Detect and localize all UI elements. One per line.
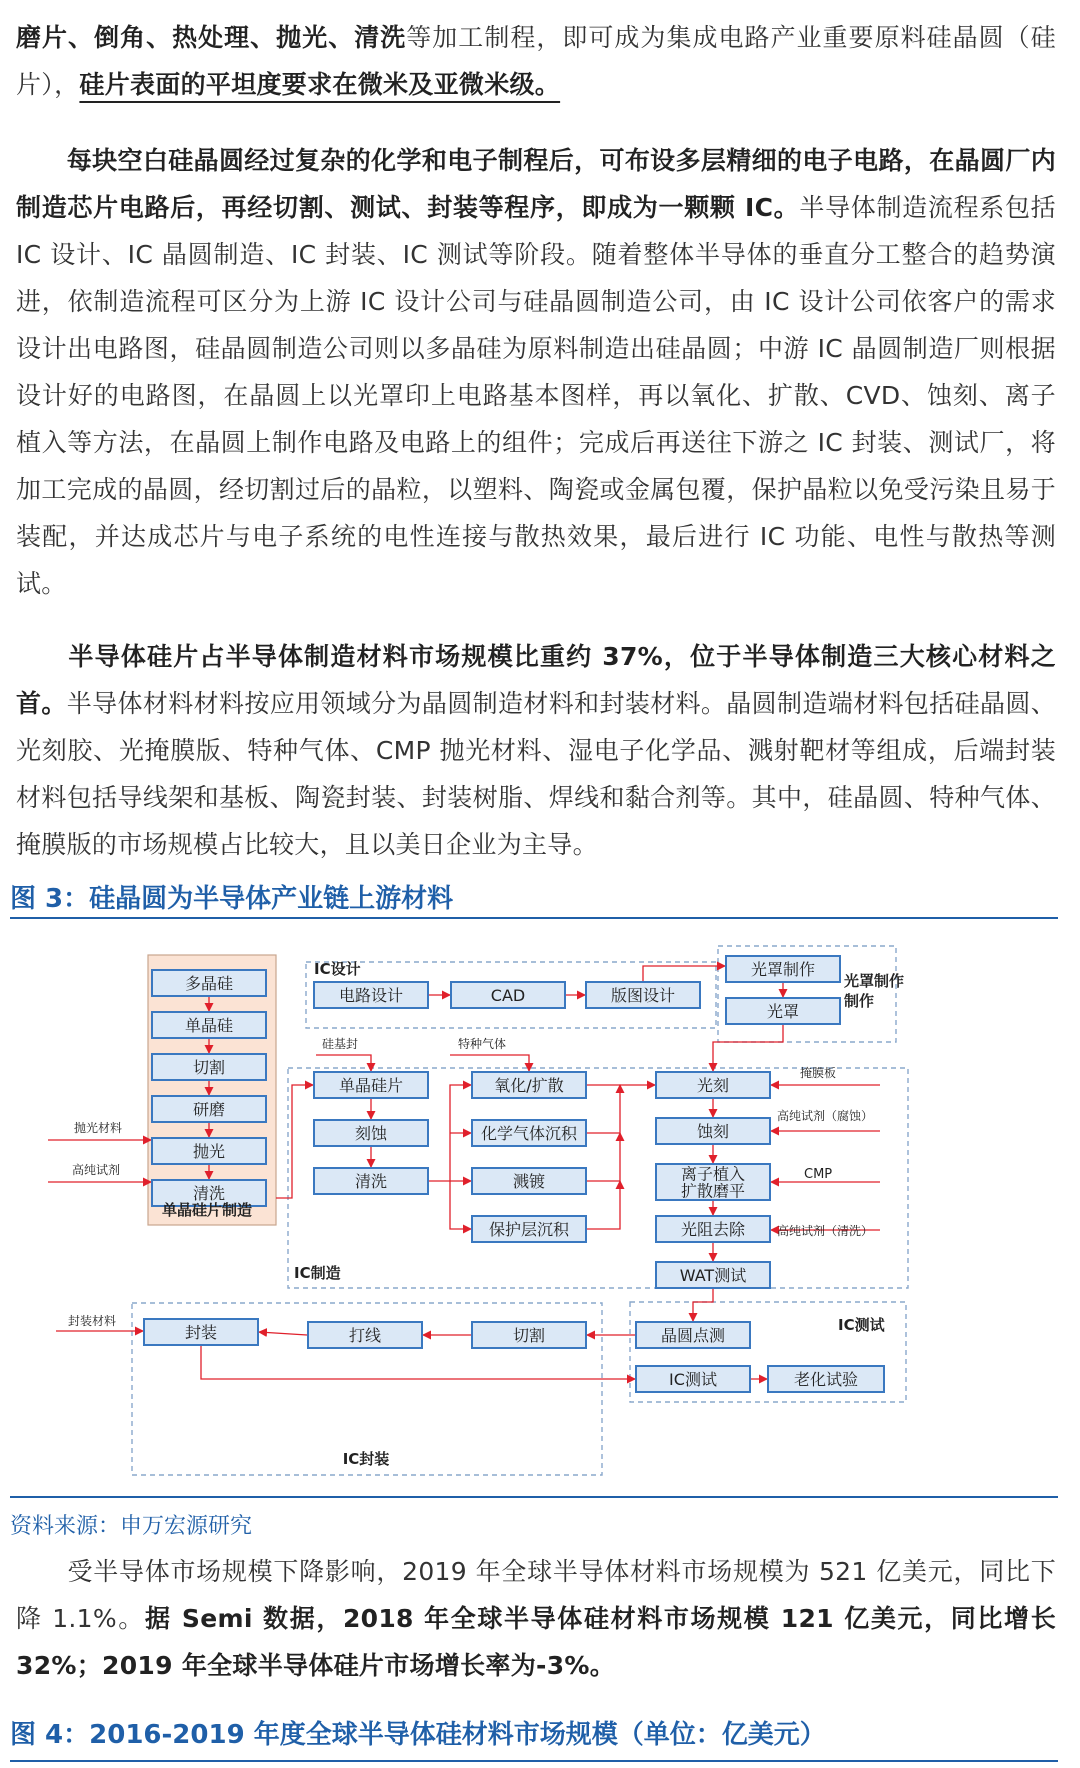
figure-4-top-rule <box>10 1760 1058 1762</box>
input-label-mask-plate: 掩膜板 <box>800 1066 837 1080</box>
figure-4-title: 图 4：2016-2019 年度全球半导体硅材料市场规模（单位：亿美元） <box>10 1720 826 1750</box>
input-label-reagent-clean: 高纯试剂（清洗） <box>777 1224 874 1238</box>
box-circuit-design-label: 电路设计 <box>338 986 404 1005</box>
text-segment: 半导体制造流程系包括 IC 设计、IC 晶圆制造、IC 封装、IC 测试等阶段。随着整体半导体的垂直分工整合的趋势演进，依制造流程可区分为上游 IC 设计公司与硅晶圆制造公司，由 IC 设计公司依客户的需求设计出电路图，硅晶圆制造公司则以多晶硅为原料制造出硅晶圆；中游 IC 晶圆制造厂则根据设计好的电路图，在晶圆上以光罩印上电路基本图样，再以氧化、扩散、CVD、蚀刻、离子植入等方法，在晶圆上制作电路及电路上的组件；完成后再送往下游之 IC 封装、测试厂，将加工完成的晶圆，经切割过后的晶粒，以塑料、陶瓷或金属包覆，保护晶粒以免受污染且易于装配，并达成芯片与电子系统的电性连接与散热效果，最后进行 IC 功能、电性与散热等测试。 <box>16 193 1056 598</box>
box-passivation-label: 保护层沉积 <box>488 1220 570 1239</box>
text-segment: 据 Semi 数据，2018 年全球半导体硅材料市场规模 121 亿美元，同比增长 32%；2019 年全球半导体硅片市场增长率为-3%。 <box>16 1604 1057 1680</box>
box-burn-in-label: 老化试验 <box>793 1370 859 1389</box>
box-polysilicon-label: 多晶硅 <box>184 974 234 993</box>
box-slicing-label: 切割 <box>192 1058 226 1077</box>
arrow-sputter-to-litho <box>586 1133 620 1181</box>
paragraph-4 <box>16 1548 1056 1689</box>
arrow-cvd-to-litho <box>586 1085 620 1133</box>
box-sputter-label: 溅镀 <box>512 1172 546 1191</box>
arrow-wat-to-probe <box>693 1288 713 1321</box>
input-label-polish-material: 抛光材料 <box>74 1121 123 1135</box>
text-segment: 半导体硅片占半导体制造材料市场规模比重约 37%，位于半导体制造三大核心材料之首。 <box>16 642 1056 718</box>
arrow-pass-to-litho <box>586 1181 620 1229</box>
box-layout-design-label: 版图设计 <box>610 986 676 1005</box>
box-wafer-probe-label: 晶圆点测 <box>660 1326 726 1345</box>
figure-3-source: 资料来源：申万宏源研究 <box>10 1514 253 1539</box>
input-label-reagent-etch: 高纯试剂（腐蚀） <box>777 1109 874 1123</box>
text-segment: 半导体材料材料按应用领域分为晶圆制造材料和封装材料。晶圆制造端材料包括硅晶圆、光刻胶、光掩膜版、特种气体、CMP 抛光材料、湿电子化学品、溅射靶材等组成，后端封装材料包括导线架和基板、陶瓷封装、封装树脂、焊线和黏合剂等。其中，硅晶圆、特种气体、掩膜版的市场规模占比较大，且以美日企业为主导。 <box>16 689 1057 859</box>
box-ion-implant-label: 离子植入 <box>680 1164 746 1184</box>
box-etch2-label: 蚀刻 <box>696 1122 730 1141</box>
group-label-ic-test: IC测试 <box>838 1316 885 1334</box>
group-label-wafer: 单晶硅片制造 <box>161 1201 253 1219</box>
box-ion-implant-label: 扩散磨平 <box>680 1181 746 1201</box>
box-clean2-label: 清洗 <box>354 1172 388 1191</box>
box-dicing-label: 切割 <box>512 1326 546 1345</box>
box-mask-making-label: 光罩制作 <box>750 960 816 979</box>
input-label-pkg-material: 封装材料 <box>68 1314 117 1328</box>
box-ic-testing-label: IC测试 <box>669 1370 717 1389</box>
group-label-ic-mfg: IC制造 <box>294 1264 341 1282</box>
paragraph-3 <box>16 633 1056 868</box>
arrow-mask-to-litho <box>713 1024 783 1071</box>
paragraph-1 <box>16 14 1056 108</box>
input-label-cmp: CMP <box>804 1167 833 1182</box>
arrow-bond-to-package <box>259 1332 307 1335</box>
figure-3-top-rule <box>10 917 1058 919</box>
box-wire-bond-label: 打线 <box>348 1326 382 1345</box>
flow-diagram <box>40 930 1060 1500</box>
arrow-layout-to-mask <box>643 966 725 982</box>
text-segment: 磨片、倒角、热处理、抛光、清洗 <box>16 23 407 52</box>
box-resist-strip-label: 光阻去除 <box>680 1220 746 1239</box>
box-mono-wafer-label: 单晶硅片 <box>338 1076 404 1095</box>
box-cvd-label: 化学气体沉积 <box>480 1124 578 1143</box>
box-wat-label: WAT测试 <box>679 1266 747 1285</box>
text-segment: 受半导体市场规模下降影响，2019 年全球半导体材料市场规模为 521 亿美元，同比下降 1.1%。 <box>16 1557 1056 1633</box>
box-grinding-label: 研磨 <box>192 1100 226 1119</box>
arrow-wafer-to-mfg <box>276 1085 313 1198</box>
box-mono-silicon-label: 单晶硅 <box>184 1016 234 1035</box>
input-label-si-substrate: 硅基封 <box>322 1037 359 1051</box>
box-polishing-label: 抛光 <box>192 1142 226 1161</box>
box-cad-label: CAD <box>490 986 526 1005</box>
arrow-package-to-test <box>201 1345 635 1379</box>
box-lithography-label: 光刻 <box>696 1076 730 1095</box>
input-label-high-purity: 高纯试剂 <box>72 1163 121 1177</box>
box-etch1-label: 刻蚀 <box>354 1124 388 1143</box>
box-oxidation-label: 氧化/扩散 <box>494 1076 564 1095</box>
group-label-mask-1: 光罩制作 <box>844 972 905 990</box>
paragraph-2 <box>16 137 1056 607</box>
text-segment: 硅片表面的平坦度要求在微米及亚微米级。 <box>79 70 561 99</box>
group-label-mask-2: 制作 <box>844 992 875 1010</box>
group-label-ic-design: IC设计 <box>314 960 361 978</box>
box-cleaning-label: 清洗 <box>192 1184 226 1203</box>
figure-3-bottom-rule <box>10 1496 1058 1498</box>
input-label-special-gas: 特种气体 <box>458 1037 507 1051</box>
box-photomask-label: 光罩 <box>766 1002 800 1021</box>
group-label-ic-pkg: IC封装 <box>342 1450 390 1468</box>
text-segment: 每块空白硅晶圆经过复杂的化学和电子制程后，可布设多层精细的电子电路，在晶圆厂内制造芯片电路后，再经切割、测试、封装等程序，即成为一颗颗 IC。 <box>16 146 1056 222</box>
text-segment: 等加工制程，即可成为集成电路产业重要原料硅晶圆（硅片）， <box>16 23 1056 99</box>
box-package-label: 封装 <box>184 1323 218 1342</box>
arrow-to-passivation <box>450 1181 471 1229</box>
figure-3-title: 图 3：硅晶圆为半导体产业链上游材料 <box>10 884 454 914</box>
